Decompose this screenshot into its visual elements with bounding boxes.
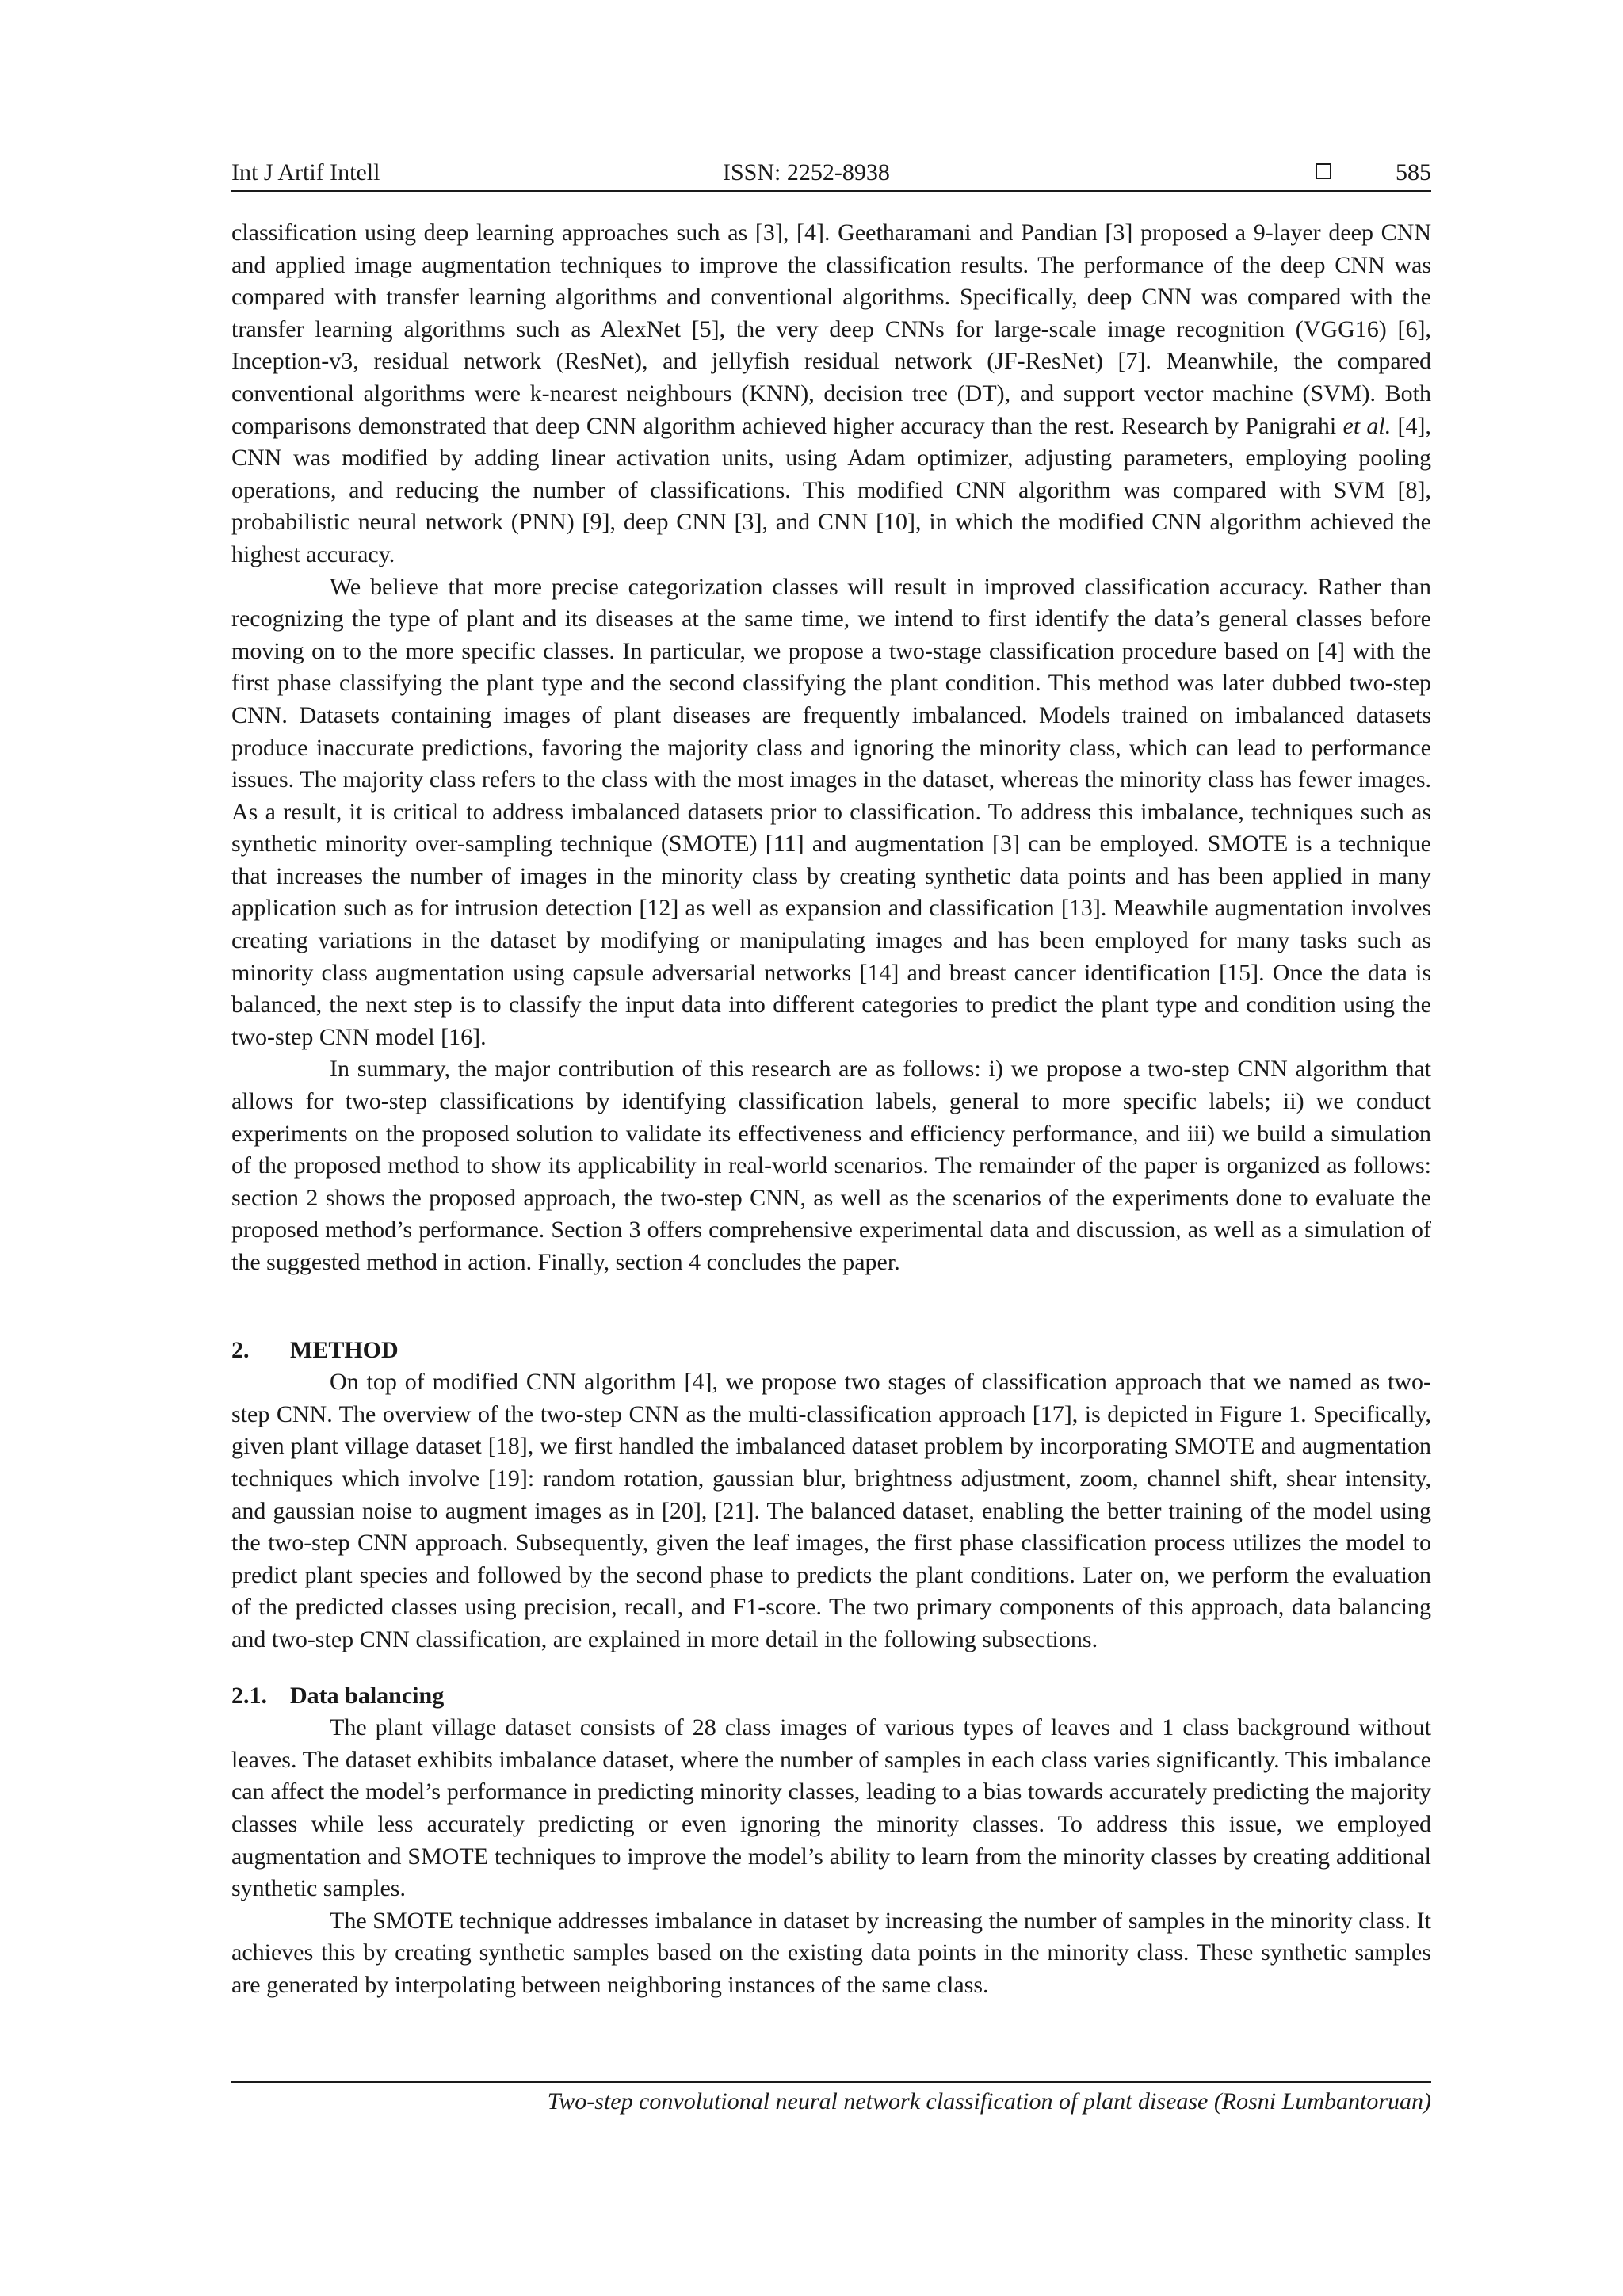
paragraph-text: [4], CNN was modified by adding linear activation units, using Adam optimizer, adjusting parameters, employing pooling operations, and reducing the number of classifications. This modified CNN algorithm was compared with SVM [8], probabilistic neural network (PNN) [9], deep CNN [3], and CNN [10], in which the modified CNN algorithm achieved the highest accuracy.	[231, 412, 1431, 567]
issn: ISSN: 2252-8938	[723, 159, 890, 185]
subsection-heading-data-balancing	[231, 1680, 1431, 1713]
section-number: 2.	[231, 1336, 250, 1363]
body-text	[231, 217, 1431, 2001]
paper-page	[231, 0, 1431, 2296]
checkbox-square-icon	[1316, 163, 1331, 179]
journal-name: Int J Artif Intell	[231, 159, 380, 185]
section-heading-method	[231, 1335, 1431, 1367]
page-number: 585	[1396, 159, 1431, 185]
paragraph-smote: The SMOTE technique addresses imbalance in dataset by increasing the number of samples in the minority class. It achieves this by creating synthetic samples based on the existing data points in the minority class. These synthetic samples are generated by interpolating between neighboring instances of the same class.	[231, 1907, 1431, 1998]
running-header	[231, 155, 1431, 192]
section-title: METHOD	[290, 1336, 399, 1363]
paragraph-contributions: In summary, the major contribution of this research are as follows: i) we propose a two-step CNN algorithm that allows for two-step classifications by identifying classification labels, general to more specific labels; ii) we conduct experiments on the proposed solution to validate its effectiveness and efficiency performance, and iii) we build a simulation of the proposed method to show its applicability in real-world scenarios. The remainder of the paper is organized as follows: section 2 shows the proposed approach, the two-step CNN, as well as the scenarios of the experiments done to evaluate the proposed method’s performance. Section 3 offers comprehensive experimental data and discussion, as well as a simulation of the suggested method in action. Finally, section 4 concludes the paper.	[231, 1056, 1431, 1275]
paragraph-intro-continued	[231, 217, 1431, 571]
paragraph-dataset: The plant village dataset consists of 28 class images of various types of leaves and 1 class background without leaves. The dataset exhibits imbalance dataset, where the number of samples in each class varies significantly. This imbalance can affect the model’s performance in predicting minority classes, leading to a bias towards accurately predicting the majority classes while less accurately predicting or even ignoring the minority classes. To address this issue, we employed augmentation and SMOTE techniques to improve the model’s ability to learn from the minority classes by creating additional synthetic samples.	[231, 1714, 1431, 1902]
running-footer	[231, 2081, 1431, 2119]
paragraph-text: classification using deep learning approaches such as [3], [4]. Geetharamani and Pandian [3] proposed a 9-layer deep CNN and applied image augmentation techniques to improve the classification results. The performance of the deep CNN was compared with transfer learning algorithms and conventional algorithms. Specifically, deep CNN was compared with the transfer learning algorithms such as AlexNet [5], the very deep CNNs for large-scale image recognition (VGG16) [6], Inception-v3, residual network (ResNet), and jellyfish residual network (JF-ResNet) [7]. Meanwhile, the compared conventional algorithms were k-nearest neighbours (KNN), decision tree (DT), and support vector machine (SVM). Both comparisons demonstrated that deep CNN algorithm achieved higher accuracy than the rest. Research by Panigrahi	[231, 220, 1431, 439]
paragraph-proposal: We believe that more precise categorization classes will result in improved classification accuracy. Rather than recognizing the type of plant and its diseases at the same time, we intend to first identify the data’s general classes before moving on to the more specific classes. In particular, we propose a two-stage classification procedure based on [4] with the first phase classifying the plant type and the second classifying the plant condition. This method was later dubbed two-step CNN. Datasets containing images of plant diseases are frequently imbalanced. Models trained on imbalanced datasets produce inaccurate predictions, favoring the majority class and ignoring the minority class, which can lead to performance issues. The majority class refers to the class with the most images in the dataset, whereas the minority class has fewer images. As a result, it is critical to address imbalanced datasets prior to classification. To address this imbalance, techniques such as synthetic minority over-sampling technique (SMOTE) [11] and augmentation [3] can be employed. SMOTE is a technique that increases the number of images in the minority class by creating synthetic data points and has been applied in many application such as for intrusion detection [12] as well as expansion and classification [13]. Meawhile augmentation involves creating variations in the dataset by modifying or manipulating images and has been employed for many tasks such as minority class augmentation using capsule adversarial networks [14] and breast cancer identification [15]. Once the data is balanced, the next step is to classify the input data into different categories to predict the plant type and condition using the two-step CNN model [16].	[231, 573, 1431, 1050]
subsection-title: Data balancing	[290, 1682, 445, 1709]
subsection-number: 2.1.	[231, 1682, 267, 1709]
italic-text: et al.	[1342, 412, 1392, 439]
footer-text: Two-step convolutional neural network classification of plant disease (Rosni Lumbantoruan)	[547, 2088, 1431, 2115]
paragraph-method-overview: On top of modified CNN algorithm [4], we propose two stages of classification approach that we named as two-step CNN. The overview of the two-step CNN as the multi-classification approach [17], is depicted in Figure 1. Specifically, given plant village dataset [18], we first handled the imbalanced dataset problem by incorporating SMOTE and augmentation techniques which involve [19]: random rotation, gaussian blur, brightness adjustment, zoom, channel shift, shear intensity, and gaussian noise to augment images as in [20], [21]. The balanced dataset, enabling the better training of the model using the two-step CNN approach. Subsequently, given the leaf images, the first phase classification process utilizes the model to predict plant species and followed by the second phase to predicts the plant conditions. Later on, we perform the evaluation of the predicted classes using precision, recall, and F1-score. The two primary components of this approach, data balancing and two-step CNN classification, are explained in more detail in the following subsections.	[231, 1369, 1431, 1652]
